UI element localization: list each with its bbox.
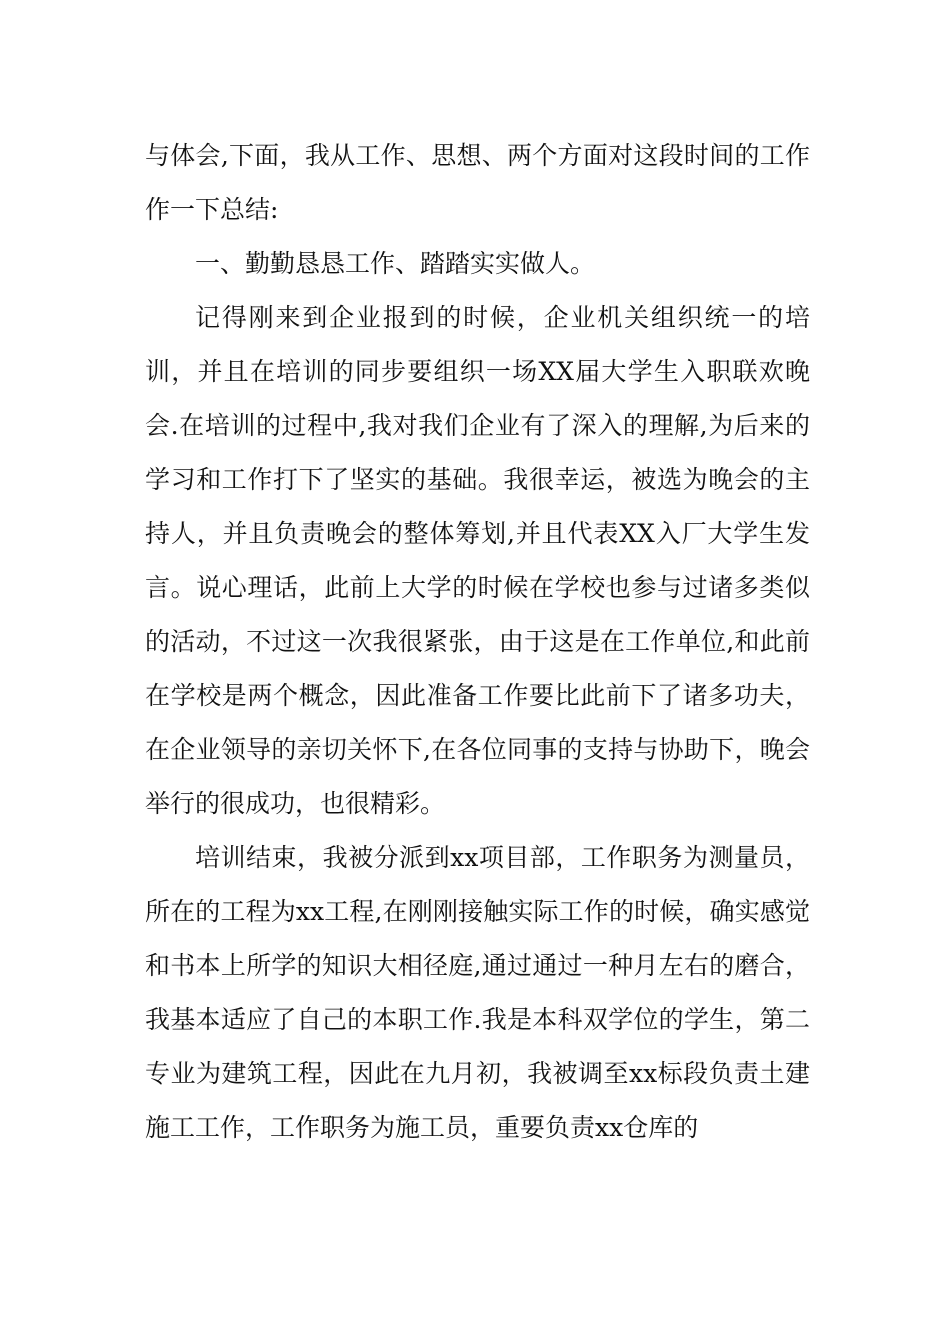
section-heading: 一、勤勤恳恳工作、踏踏实实做人。 — [195, 249, 596, 278]
paragraph-assignment: 培训结束，我被分派到xx项目部，工作职务为测量员，所在的工程为xx工程,在刚刚接触实际工作的时候，确实感觉和书本上所学的知识大相径庭,通过通过一种月左右的磨合，我基本适应了自己的本职工作.我是本科双学位的学生，第二专业为建筑工程，因此在九月初，我被调至xx标段负责土建施工工作，工作职务为施工员，重要负责xx仓库的 — [145, 843, 810, 1142]
paragraph-continuation: 与体会,下面，我从工作、思想、两个方面对这段时间的工作作一下总结: — [145, 141, 810, 224]
paragraph-training: 记得刚来到企业报到的时候，企业机关组织统一的培训，并且在培训的同步要组织一场XX届大学生入职联欢晚会.在培训的过程中,我对我们企业有了深入的理解,为后来的学习和工作打下了坚实的基础。我很幸运，被选为晚会的主持人，并且负责晚会的整体筹划,并且代表XX入厂大学生发言。说心理话，此前上大学的时候在学校也参与过诸多类似的活动，不过这一次我很紧张，由于这是在工作单位,和此前在学校是两个概念，因此准备工作要比此前下了诸多功夫，在企业领导的亲切关怀下,在各位同事的支持与协助下，晚会举行的很成功，也很精彩。 — [145, 303, 810, 818]
body-text — [145, 129, 810, 1155]
